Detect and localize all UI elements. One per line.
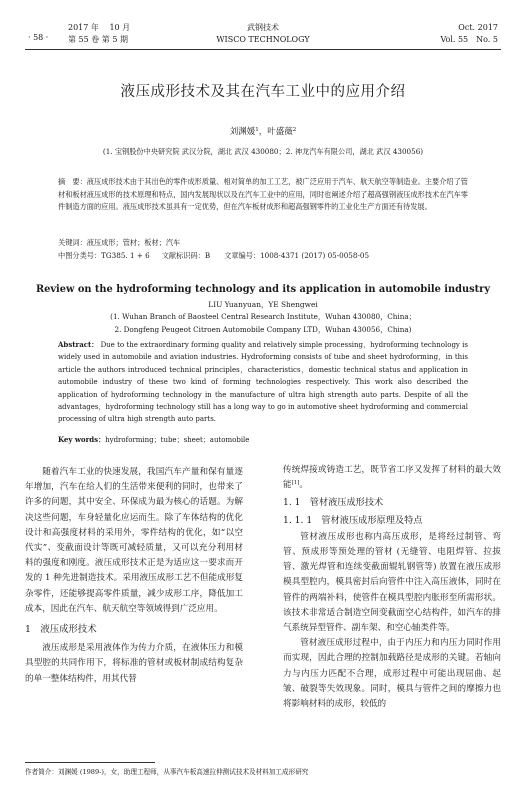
tube-hydroforming-paragraph: 管材液压成形也称内高压成形，是将经过制管、弯管、预成形等预处理的管材 (无缝管、电阻焊管、拉拔管、激光焊管和连续变截面辊轧钢管等) 放置在液压成形模具型腔内，模具密封后向管件中注入高压液体，同时在管件的两端补料，使管件在模具型腔内胀形至所需形状。该技术非常适合制造空间变截面空心结构件，如汽车的排气系统异型管件、副车架、和空心轴类件等。 [283, 531, 501, 634]
abstract-cn-label: 摘 要： [58, 177, 87, 186]
title-en: Review on the hydroforming technology and its application in automobile industry [35, 284, 491, 295]
author-2-affil: 2 [292, 127, 297, 133]
loading-path-paragraph: 管材液压成形过程中，由于内压力和内压力同时作用而实现，因此合理的控制加载路径是成形的关键。若轴向力与内压力匹配不合理，成形过程中可能出现屈曲、起皱、破裂等失效现象。同时，模具与管件之间的摩擦力也将影响材料的成形，较低的 [283, 638, 501, 710]
footnote-rule [25, 762, 155, 763]
header-rule [25, 49, 501, 50]
clc-value: TG385. 1 + 6 [101, 251, 150, 260]
abstract-cn [58, 176, 468, 214]
citation-ref: [1] [291, 480, 300, 487]
continued-paragraph: 传统焊接或铸造工艺，既节省工序又发挥了材料的最大效能[1]。 [283, 465, 501, 491]
classification-line [58, 251, 478, 261]
body-left-column [25, 465, 243, 687]
affiliation-en-line2: 2. Dongfeng Peugeot Citroen Automobile Company LTD，Wuhan 430056，China) [114, 325, 412, 334]
authors-cn [0, 125, 526, 137]
keywords-en [58, 435, 468, 445]
author-2: 叶盛薇 [267, 127, 293, 137]
article-number-label: 文章编号： [224, 251, 261, 260]
keywords-cn [58, 238, 478, 248]
affiliation-cn: (1. 宝钢股份中央研究院 武汉分院，湖北 武汉 430080；2. 神龙汽车有限公司，湖北 武汉 430056) [102, 147, 424, 156]
article-number-value: 1008-4371 (2017) 05-0058-05 [260, 251, 370, 260]
affiliation-en-line1: (1. Wuhan Branch of Baosteel Central Research Institute，Wuhan 430080，China； [110, 312, 416, 321]
author-1-affil: 1 [255, 127, 259, 133]
title-cn: 液压成形技术及其在汽车工业中的应用介绍 [120, 84, 406, 100]
header-date-cn: 2017 年 10 月 [68, 23, 131, 32]
abstract-cn-text: 液压成形技术由于其出色的零件成形质量、相对简单的加工工艺，被广泛应用于汽车、航天航空等制造业。主要介绍了管材和板材液压成形的技术原理和特点，国内发展现状以及在汽车工业中的应用，同时也阐述介绍了超高强钢液压成形技术在汽车零件制造方面的应用。液压成形技术虽具有一定优势，但在汽车板材成形和超高强钢零件的工业化生产方面还有待发展。 [58, 177, 468, 212]
header-volume-en: Vol. 55 No. 5 [440, 35, 498, 44]
section-1-paragraph: 液压成形是采用液体作为传力介质，在液体压力和模具型腔的共同作用下，将标准的管材或板材制成结构复杂的单一整体结构件，用其代替 [25, 643, 243, 684]
header-journal-en: WISCO TECHNOLOGY [216, 35, 310, 44]
keywords-cn-text: 液压成形；管材；板材；汽车 [86, 238, 181, 247]
authors-en: LIU Yuanyuan，YE Shengwei [208, 300, 318, 309]
intro-paragraph: 随着汽车工业的快速发展，我国汽车产量和保有量逐年增加，汽车在给人们的生活带来便利的同时，也带来了许多的问题，其中安全、环保成为最为核心的话题。为解决这些问题，车身轻量化应运而生。除了车体结构的优化设计和高强度材料的采用外，零件结构的优化，如“以空代实”、变截面设计等既可减轻质量，又可以充分利用材料的强度和刚度。液压成形技术正是为适应这一要求而开发的 1 种先进制造技术。采用液压成形工艺不但能成形复杂零件，还能够提高零件质量，减少成形工序，降低加工成本，因此在汽车、航天航空等领域得到广泛应用。 [25, 467, 243, 614]
doc-code-label: 文献标识码： [161, 251, 205, 260]
body-right-column [283, 463, 501, 712]
abstract-en [58, 339, 468, 426]
author-separator: ， [258, 127, 268, 137]
keywords-en-text: hydroforming；tube；sheet；automobile [105, 436, 250, 444]
page-number: · 58 · [28, 33, 49, 42]
header-date-en: Oct. 2017 [458, 23, 498, 32]
section-1-1-1-heading: 1. 1. 1 管材液压成形原理及特点 [283, 514, 423, 526]
section-1-1-heading: 1. 1 管材液压成形技术 [283, 497, 384, 509]
header-journal-cn: 武钢技术 [247, 23, 279, 32]
author-footnote: 作者简介：刘渊媛 (1989-)，女，助理工程师，从事汽车板高速拉伸测试技术及材料加工成形研究 [25, 768, 309, 776]
abstract-en-label: Abstract： [58, 340, 99, 349]
abstract-en-text: Due to the extraordinary forming quality and relatively simple processing，hydroforming technology is widely used in automobile and aviation industries. Hydroforming consists of tube and sheet hydroforming，in this article the authors introduced technical principles，characteristics，domestic technical status and application in automobile industry of these two kind of forming technologies respectively. This work also described the application of hydroforming technology in the manufacture of ultra high strength auto parts. Despite of all the advantages，hydroforming technology still has a long way to go in automotive sheet hydroforming and commercial processing of ultra high strength auto parts. [58, 341, 468, 424]
doc-code-value: B [204, 251, 211, 260]
clc-label: 中图分类号： [58, 251, 102, 260]
header-volume-cn: 第 55 卷 第 5 期 [68, 35, 128, 44]
section-1-heading: 1 液压成形技术 [25, 624, 97, 636]
keywords-en-label: Key words： [58, 435, 106, 444]
keywords-cn-label: 关键词： [58, 238, 87, 247]
author-1: 刘渊媛 [229, 127, 256, 137]
